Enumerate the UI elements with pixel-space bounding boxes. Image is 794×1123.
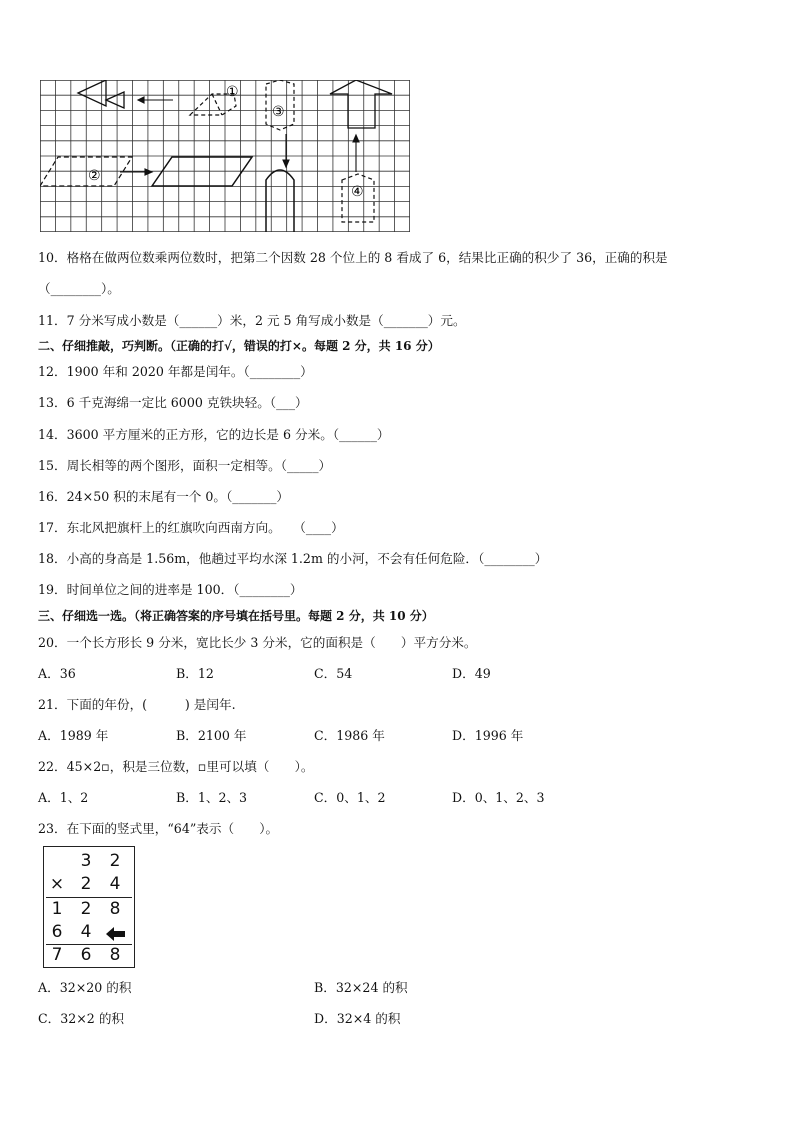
left-arrow-icon: [106, 927, 126, 941]
question-10-line2: （________）。: [38, 281, 120, 296]
label-1: ①: [226, 84, 239, 100]
question-19: 19．时间单位之间的进率是 100．（________）: [38, 582, 303, 597]
calc-cell: 4: [109, 874, 121, 894]
question-11: 11．7 分米写成小数是（______）米，2 元 5 角写成小数是（_______）元。: [38, 313, 466, 328]
calc-cell: 2: [80, 899, 92, 919]
question-15: 15．周长相等的两个图形，面积一定相等。（_____）: [38, 458, 332, 473]
q21-option-c: C．1986 年: [314, 728, 385, 743]
calc-row-4: [44, 921, 134, 944]
section-3-heading: 三、仔细选一选。（将正确答案的序号填在括号里。每题 2 分，共 10 分）: [38, 609, 434, 623]
question-10-line1: 10．格格在做两位数乘两位数时，把第二个因数 28 个位上的 8 看成了 6，结果比正确的积少了 36，正确的积是: [38, 250, 668, 265]
calc-cell: 4: [80, 922, 92, 942]
q21-option-b: B．2100 年: [176, 728, 247, 743]
q23-option-b: B．32×24 的积: [314, 980, 408, 995]
question-14: 14．3600 平方厘米的正方形，它的边长是 6 分米。（______）: [38, 427, 390, 442]
question-16: 16．24×50 积的末尾有一个 0。（_______）: [38, 489, 289, 504]
question-23: 23．在下面的竖式里，“64”表示（ ）。: [38, 821, 279, 836]
q22-option-b: B．1、2、3: [176, 790, 248, 805]
question-12: 12．1900 年和 2020 年都是闰年。（________）: [38, 364, 313, 379]
calc-row-2: [44, 873, 134, 896]
q20-option-b: B．12: [176, 666, 214, 681]
calc-cell: 1: [51, 899, 63, 919]
translation-arrow-2: [120, 169, 152, 175]
grid-figure: [40, 80, 410, 232]
label-2: ②: [88, 168, 101, 184]
q21-option-a: A．1989 年: [38, 728, 109, 743]
q20-option-d: D．49: [452, 666, 491, 681]
translation-arrow-3: [283, 134, 289, 167]
label-3: ③: [272, 104, 285, 120]
calc-cell: 7: [51, 945, 63, 965]
calc-cell: 8: [109, 899, 121, 919]
calc-cell: 8: [109, 945, 121, 965]
q21-option-d: D．1996 年: [452, 728, 524, 743]
q20-option-a: A．36: [38, 666, 76, 681]
q23-option-c: C．32×2 的积: [38, 1011, 125, 1026]
question-22: 22．45×2▫，积是三位数，▫里可以填（ ）。: [38, 759, 314, 774]
question-20: 20．一个长方形长 9 分米，宽比长少 3 分米，它的面积是（ ）平方分米。: [38, 635, 477, 650]
label-4: ④: [351, 184, 364, 200]
question-18: 18．小高的身高是 1.56m，他趟过平均水深 1.2m 的小河，不会有任何危险．（________）: [38, 551, 548, 566]
q22-option-c: C．0、1、2: [314, 790, 386, 805]
translation-arrow-4: [353, 135, 359, 172]
section-2-heading: 二、仔细推敲，巧判断。（正确的打√，错误的打×。每题 2 分，共 16 分）: [38, 339, 440, 353]
calc-cell: 6: [80, 945, 92, 965]
q22-option-d: D．0、1、2、3: [452, 790, 545, 805]
calc-row-5: [44, 944, 134, 967]
q20-option-c: C．54: [314, 666, 353, 681]
q22-option-a: A．1、2: [38, 790, 89, 805]
question-21: 21．下面的年份，( ) 是闰年.: [38, 697, 236, 712]
q23-option-a: A．32×20 的积: [38, 980, 132, 995]
arrow-shape-up: [330, 80, 392, 128]
question-17: 17．东北风把旗杆上的红旗吹向西南方向。 （____）: [38, 520, 344, 535]
arch-shape-solid: [266, 170, 294, 232]
calc-row-1: [44, 850, 134, 873]
translation-arrow-1: [138, 97, 173, 103]
question-13: 13．6 千克海绵一定比 6000 克铁块轻。（___）: [38, 395, 308, 410]
calc-row-3: [44, 898, 134, 921]
calc-cell: ×: [49, 874, 65, 894]
calc-cell: 6: [51, 922, 63, 942]
calc-cell: 2: [109, 851, 121, 871]
calc-cell: 3: [80, 851, 92, 871]
vertical-multiplication: [43, 846, 135, 968]
q23-option-d: D．32×4 的积: [314, 1011, 401, 1026]
calc-cell: 2: [80, 874, 92, 894]
